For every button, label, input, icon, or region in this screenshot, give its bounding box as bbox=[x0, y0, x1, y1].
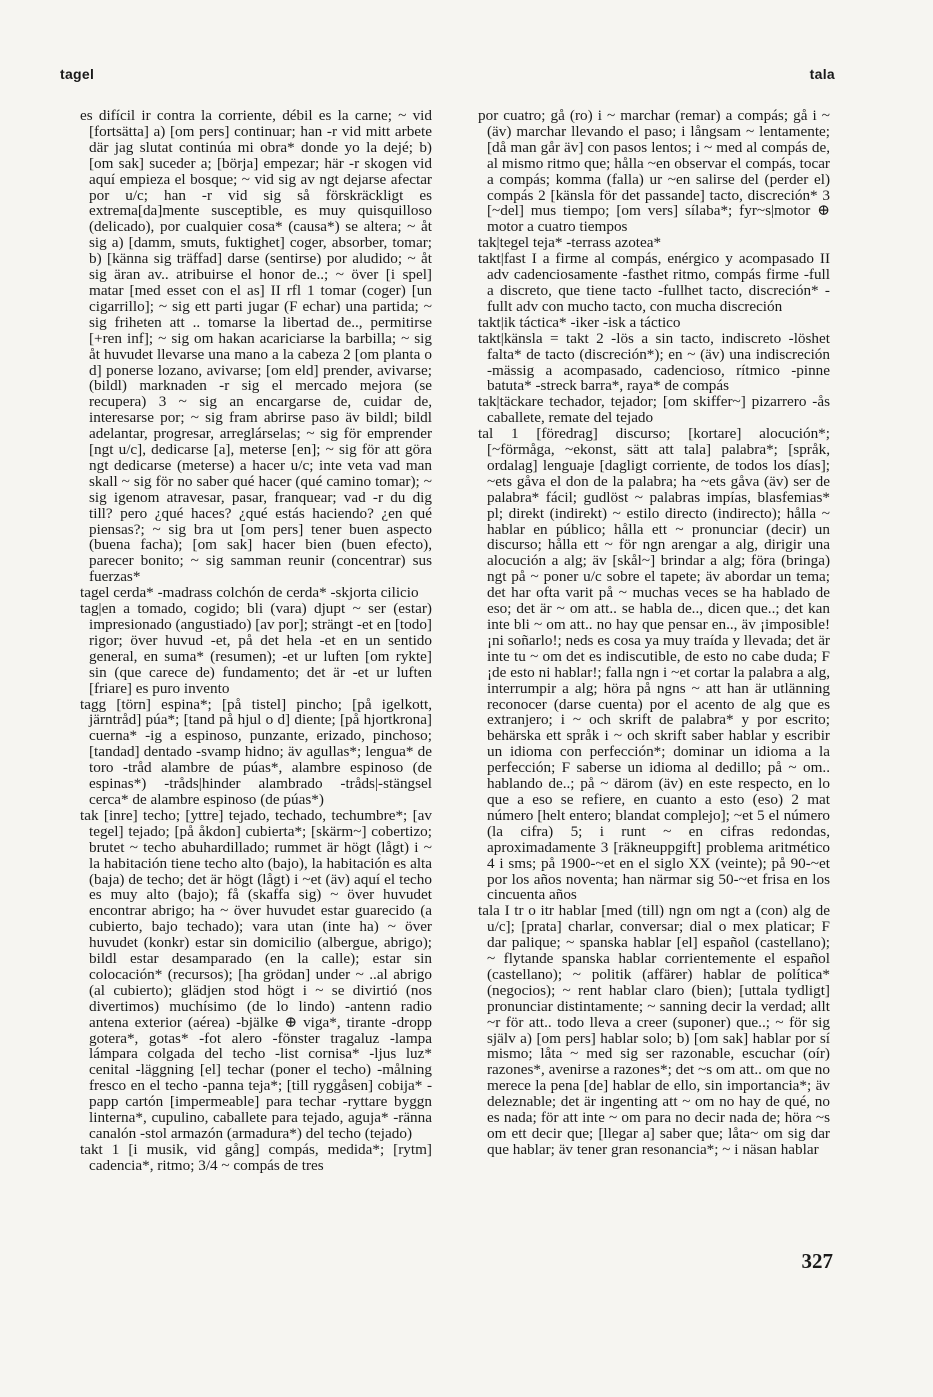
dictionary-entry: tala I tr o itr hablar [med (till) ngn om ngt a (con) alg de u/c]; [prata] charlar, conversar; dial o mex platicar; F dar palique; ~ spanska hablar [el] español (castellano); ~ flytande spanska hablar corrientemente el español (castellano); ~ politik (affärer) hablar de política* (negocios); ~ rent hablar claro (bien); [uttala tydligt] pronunciar distintamente; ~ sanning decir la verdad; allt ~r för att.. todo lleva a creer (suponer) que..; ~ för sig själv a) [om pers] hablar solo; b) [om sak] hablar por sí mismo; låta ~ med sig ser razonable, escuchar (oír) razones*, avenirse a razones*; det ~s om att.. om que no merece la pena [de] hablar de ello, sin importancia*; äv deleznable; det är ingenting att ~ om no hay de qué, no es nada; för att inte ~ om para no decir nada de; höra ~s om ett decir que; [llegar a] saber que; låta~ om sig dar que hablar; äv tener gran resonancia*; ~ i näsan hablar bbox=[478, 902, 830, 1158]
dictionary-entry: tal 1 [föredrag] discurso; [kortare] alocución*; [~förmåga, ~ekonst, sätt att tala] palabra*; [språk, ordalag] lenguaje [dagligt corriente, de todos los días]; ~ets gåva el don de la palabra; ha ~ets gåva (äv) ser de palabra* fácil; gudlöst ~ palabras impías, blasfemias* pl; direkt (indirekt) ~ estilo directo (indirecto); hålla ~ hablar en público; hålla ett ~ pronunciar (decir) un discurso; hålla ett ~ för ngn arengar a alg, dirigir una alocución a alg; äv [skål~] brindar a alg; föra (bringa) ngt på ~ poner u/c sobre el tapete; äv abordar un tema; det har ofta varit på ~ muchas veces se ha hablado de eso; det är ~ om att.. se habla de.., dicen que..; det kan inte bli ~ om att.. no hay que pensar en.., äv ¡imposible! ¡ni soñarlo!; neds es cosa ya muy traída y llevada; det är inte tu ~ om det es indiscutible, de esto no cabe duda; F ¡de esto ni hablar!; falla ngn i ~et cortar la palabra a alg, interrumpir a alg; höra på ngns ~ att han är utlänning reconocer (darse cuenta) por el acento de alg que es extranjero; i ~ och skrift de palabra* y por escrito; behärska ett språk i ~ och skrift saber hablar y escribir un idioma con perfección*; dominar un idioma a la perfección; F saberse un idioma al dedillo; på ~ om.. hablando de..; på ~ därom (äv) en este respecto, en lo que a eso se refiere, en cuanto a esto (eso) 2 mat número [helt entero; blandat complejo]; ~et 5 el número (la cifra) 5; i runt ~ en cifras redondas, aproximadamente 3 [räkneuppgift] problema aritmético 4 i sms; på 1900-~et en el siglo XX (veinte); på 90-~et por los años noventa; han närmar sig 50-~et frisa en los cincuenta años bbox=[478, 425, 830, 904]
dictionary-entry: takt|fast I a firme al compás, enérgico y acompasado II adv cadenciosamente -fasthet ritmo, compás firme -full a discreto, que tiene tacto -fullhet tacto, discreción* -fullt adv con mucho tacto, con mucha discreción bbox=[478, 250, 830, 315]
dictionary-entry: takt 1 [i musik, vid gång] compás, medida*; [rytm] cadencia*, ritmo; 3/4 ~ compás de tres bbox=[80, 1140, 432, 1174]
right-column bbox=[478, 108, 830, 1158]
running-head-left: tagel bbox=[60, 66, 95, 82]
dictionary-entry: tak [inre] techo; [yttre] tejado, techado, techumbre*; [av tegel] tejado; [på åkdon] cubierta*; [skärm~] cobertizo; brutet ~ techo abuhardillado; rummet är högt (lågt) i ~ la habitación tiene techo alto (bajo), la habitación es alta (baja) de techo; det är högt (lågt) i ~et (äv) aquí el techo es muy alto (bajo); få (skaffa sig) ~ över huvudet encontrar abrigo; ha ~ över huvudet estar guarecido (a cubierto, bajo techado); vara utan (inte ha) ~ över huvudet (konkr) estar sin domicilio (albergue, abrigo); bildl estar desamparado (en la calle); estar sin colocación* (recursos); [ha grödan] under ~ ..al abrigo (al cubierto); glädjen stod högt i ~ se divirtió (nos divertimos) muchísimo (de lo lindo) -antenn radio antena exterior (aérea) -bjälke ⊕ viga*, tirante -dropp gotera*, gotas* -fot alero -fönster tragaluz -lampa lámpara colgada del techo -list cornisa* -ljus luz* cenital -läggning [el] techar (poner el techo) -målning fresco en el techo -panna teja*; [till ryggåsen] cobija* -papp cartón [impermeable] para techar -ryttare byggn linterna*, cupulino, caballete para tejado, aguja* -ränna canalón -stol armazón (armadura*) del techo (tejado) bbox=[80, 806, 432, 1142]
dictionary-entry: por cuatro; gå (ro) i ~ marchar (remar) a compás; gå i ~ (äv) marchar llevando el paso; i långsam ~ lentamente; [då man går äv] con pasos lentos; i ~ med al compás de, al mismo ritmo que; hålla ~en observar el compás, tocar a compás; komma (falla) ur ~en salirse del (perder el) compás 2 [känsla för det passande] tacto, discreción* 3 [~del] mus tiempo; [om vers] sílaba*; fyr~s|motor ⊕ motor a cuatro tiempos bbox=[478, 107, 830, 236]
dictionary-entry: takt|ik táctica* -iker -isk a táctico bbox=[478, 313, 681, 331]
dictionary-entry: tagg [törn] espina*; [på tistel] pincho; [på igelkott, järntråd] púa*; [tand på hjul o d] diente; [på hjortkrona] cuerna* -ig a espinoso, punzante, erizado, pinchoso; [tandad] dentado -svamp hidno; äv agullas*; lengua* de toro -tråd alambre de púas*, alambre espinoso (de espinas*) -tråds|hinder alambrado -tråds|-stängsel cerca* de alambre espinoso (de púas*) bbox=[80, 695, 432, 808]
dictionary-entry: tak|täckare techador, tejador; [om skiffer~] pizarrero -ås caballete, remate del tejado bbox=[478, 393, 830, 427]
dictionary-entry: es difícil ir contra la corriente, débil es la carne; ~ vid [fortsätta] a) [om pers] continuar; han -r vid mitt arbete där jag slutat continúa mi obra* donde yo la dejé; b) [om sak] suceder a; [börja] empezar; här -r skogen vid aquí empieza el bosque; ~ vid sig av ngt dejarse afectar por u/c; han -r vid sig så förskräckligt es extrema[da]mente susceptible, es muy quisquilloso (delicado), por cualquier cosa* (causa*) se altera; ~ åt sig a) [damm, smuts, fuktighet] coger, absorber, tomar; b) [känna sig träffad] darse (sentirse) por aludido; ~ åt sig äran av.. atribuirse el honor de..; ~ över [i spel] matar [med esset con el as] II rfl 1 tomar (coger) [un cigarrillo]; ~ sig ett parti jugar (F echar) una partida; ~ sig friheten att .. tomarse la libertad de.., permitirse [+ren inf]; ~ sig om hakan acariciarse la barbilla; ~ sig åt huvudet llevarse una mano a la cabeza 2 [om planta o d] ponerse lozano, avivarse; [om eld] prender, avivarse; (bildl) marknaden -r sig el mercado mejora (se recupera) 3 ~ sig an encargarse de, cuidar de, interesarse por; ~ sig fram abrirse paso äv bildl; bildl adelantar, progresar, arreglárselas; ~ sig för emprender [ngt u/c], dedicarse [a], meterse [en]; ~ sig för att göra ngt dedicarse (meterse) a hacer u/c; inte veta vad man skall ~ sig för no saber qué hacer (qué camino tomar); ~ sig igenom atravesar, pasar, franquear; vad -r du dig till? pero ¿qué haces? ¿qué estás haciendo? ¿en qué piensas?; ~ sig bra ut [om pers] tener buen aspecto (buena facha); [om sak] hacer bien (buen efecto), parecer bonito; ~ sig samman reunir (concentrar) sus fuerzas* bbox=[80, 107, 432, 586]
dictionary-entry: tag|en a tomado, cogido; bli (vara) djupt ~ ser (estar) impresionado (angustiado) [av por]; strängt -et en [todo] rigor; över huvud -et, på det hela -et en un sentido general, en suma* (resumen); -et ur luften [om rykte] sin (que carece de) fundamento; det är -et ur luften [friare] es puro invento bbox=[80, 600, 432, 697]
running-head-right: tala bbox=[809, 66, 835, 82]
dictionary-entry: tak|tegel teja* -terrass azotea* bbox=[478, 234, 662, 252]
left-column bbox=[80, 108, 432, 1174]
page-number: 327 bbox=[801, 1249, 833, 1273]
dictionary-entry: tagel cerda* -madrass colchón de cerda* -skjorta cilicio bbox=[80, 584, 419, 602]
dictionary-entry: takt|känsla = takt 2 -lös a sin tacto, indiscreto -löshet falta* de tacto (discreción*); en ~ (äv) una indiscreción -mässig a acompasado, cadencioso, rítmico -pinne batuta* -streck barra*, raya* de compás bbox=[478, 329, 830, 395]
